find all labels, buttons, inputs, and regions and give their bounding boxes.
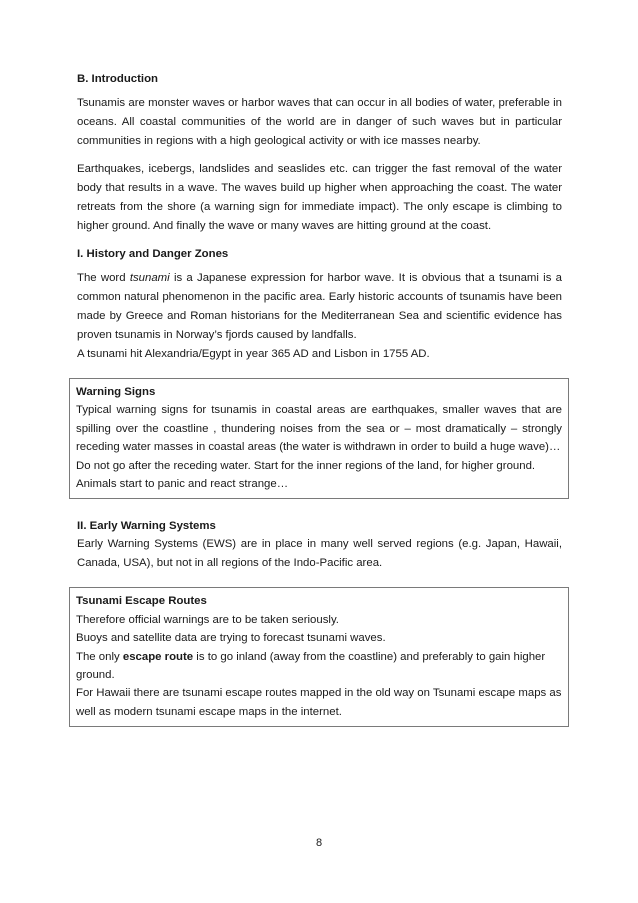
warning-signs-paragraph-3: Animals start to panic and react strange…: [76, 478, 289, 491]
early-warning-heading: II. Early Warning Systems: [77, 520, 216, 533]
history-paragraph-2: A tsunami hit Alexandria/Egypt in year 365 AD and Lisbon in 1755 AD.: [77, 348, 430, 360]
escape-routes-paragraph-4: For Hawaii there are tsunami escape routes mapped in the old way on Tsunami escape maps as well as modern tsunami escape maps in the internet.: [76, 687, 562, 718]
warning-signs-box: [69, 378, 569, 499]
history-paragraph-1: [77, 269, 562, 345]
history-text-rest: is a Japanese expression for harbor wave. It is obvious that a tsunami is a common natural phenomenon in the pacific area. Early historic accounts of tsunamis have been made by Greece and Roman historians for the Mediterranean Sea and scientific evidence has proven tsunamis in Norway’s fjords caused by landfalls.: [77, 272, 562, 341]
history-text-start: The word: [77, 272, 130, 284]
history-heading: I. History and Danger Zones: [77, 248, 229, 260]
escape-routes-heading: Tsunami Escape Routes: [76, 595, 207, 608]
warning-signs-heading: Warning Signs: [76, 386, 156, 398]
escape-routes-box: [69, 587, 569, 727]
escape-text-start: The only: [76, 650, 123, 663]
escape-route-term: escape route: [122, 650, 194, 663]
escape-text-rest: is to go inland (away from the coastline) and preferably to gain higher ground.: [76, 650, 546, 682]
page-number: 8: [315, 837, 323, 849]
escape-routes-paragraph-3: [76, 648, 562, 685]
introduction-paragraph-2: Earthquakes, icebergs, landslides and seaslides etc. can trigger the fast removal of the water body that results in a wave. The waves build up higher when approaching the coast. The water retreats from the shore (a warning sign for immediate impact). The only escape is climbing to higher ground. And finally the wave or many waves are hitting ground at the coast.: [77, 163, 562, 232]
early-warning-paragraph: Early Warning Systems (EWS) are in place in many well served regions (e.g. Japan, Hawaii, Canada, USA), but not in all regions of the Indo-Pacific area.: [77, 538, 562, 570]
escape-routes-paragraph-2: Buoys and satellite data are trying to forecast tsunami waves.: [76, 632, 386, 645]
introduction-heading: B. Introduction: [77, 73, 158, 85]
page-content: [77, 70, 562, 727]
warning-signs-paragraph-1: Typical warning signs for tsunamis in coastal areas are earthquakes, smaller waves that are spilling over the coastline , thundering noises from the sea or – most dramatically – strongly receding water masses in coastal areas (the water is withdrawn in order to build a huge wave)…: [76, 404, 562, 454]
introduction-paragraph-1: Tsunamis are monster waves or harbor waves that can occur in all bodies of water, preferable in oceans. All coastal communities of the world are in danger of such waves but in particular communities in regions with a high geological activity or with ice masses nearby.: [77, 97, 562, 147]
warning-signs-paragraph-2: Do not go after the receding water. Start for the inner regions of the land, for higher ground.: [76, 459, 536, 472]
escape-routes-paragraph-1: Therefore official warnings are to be taken seriously.: [76, 613, 339, 626]
tsunami-term: tsunami: [129, 272, 170, 284]
